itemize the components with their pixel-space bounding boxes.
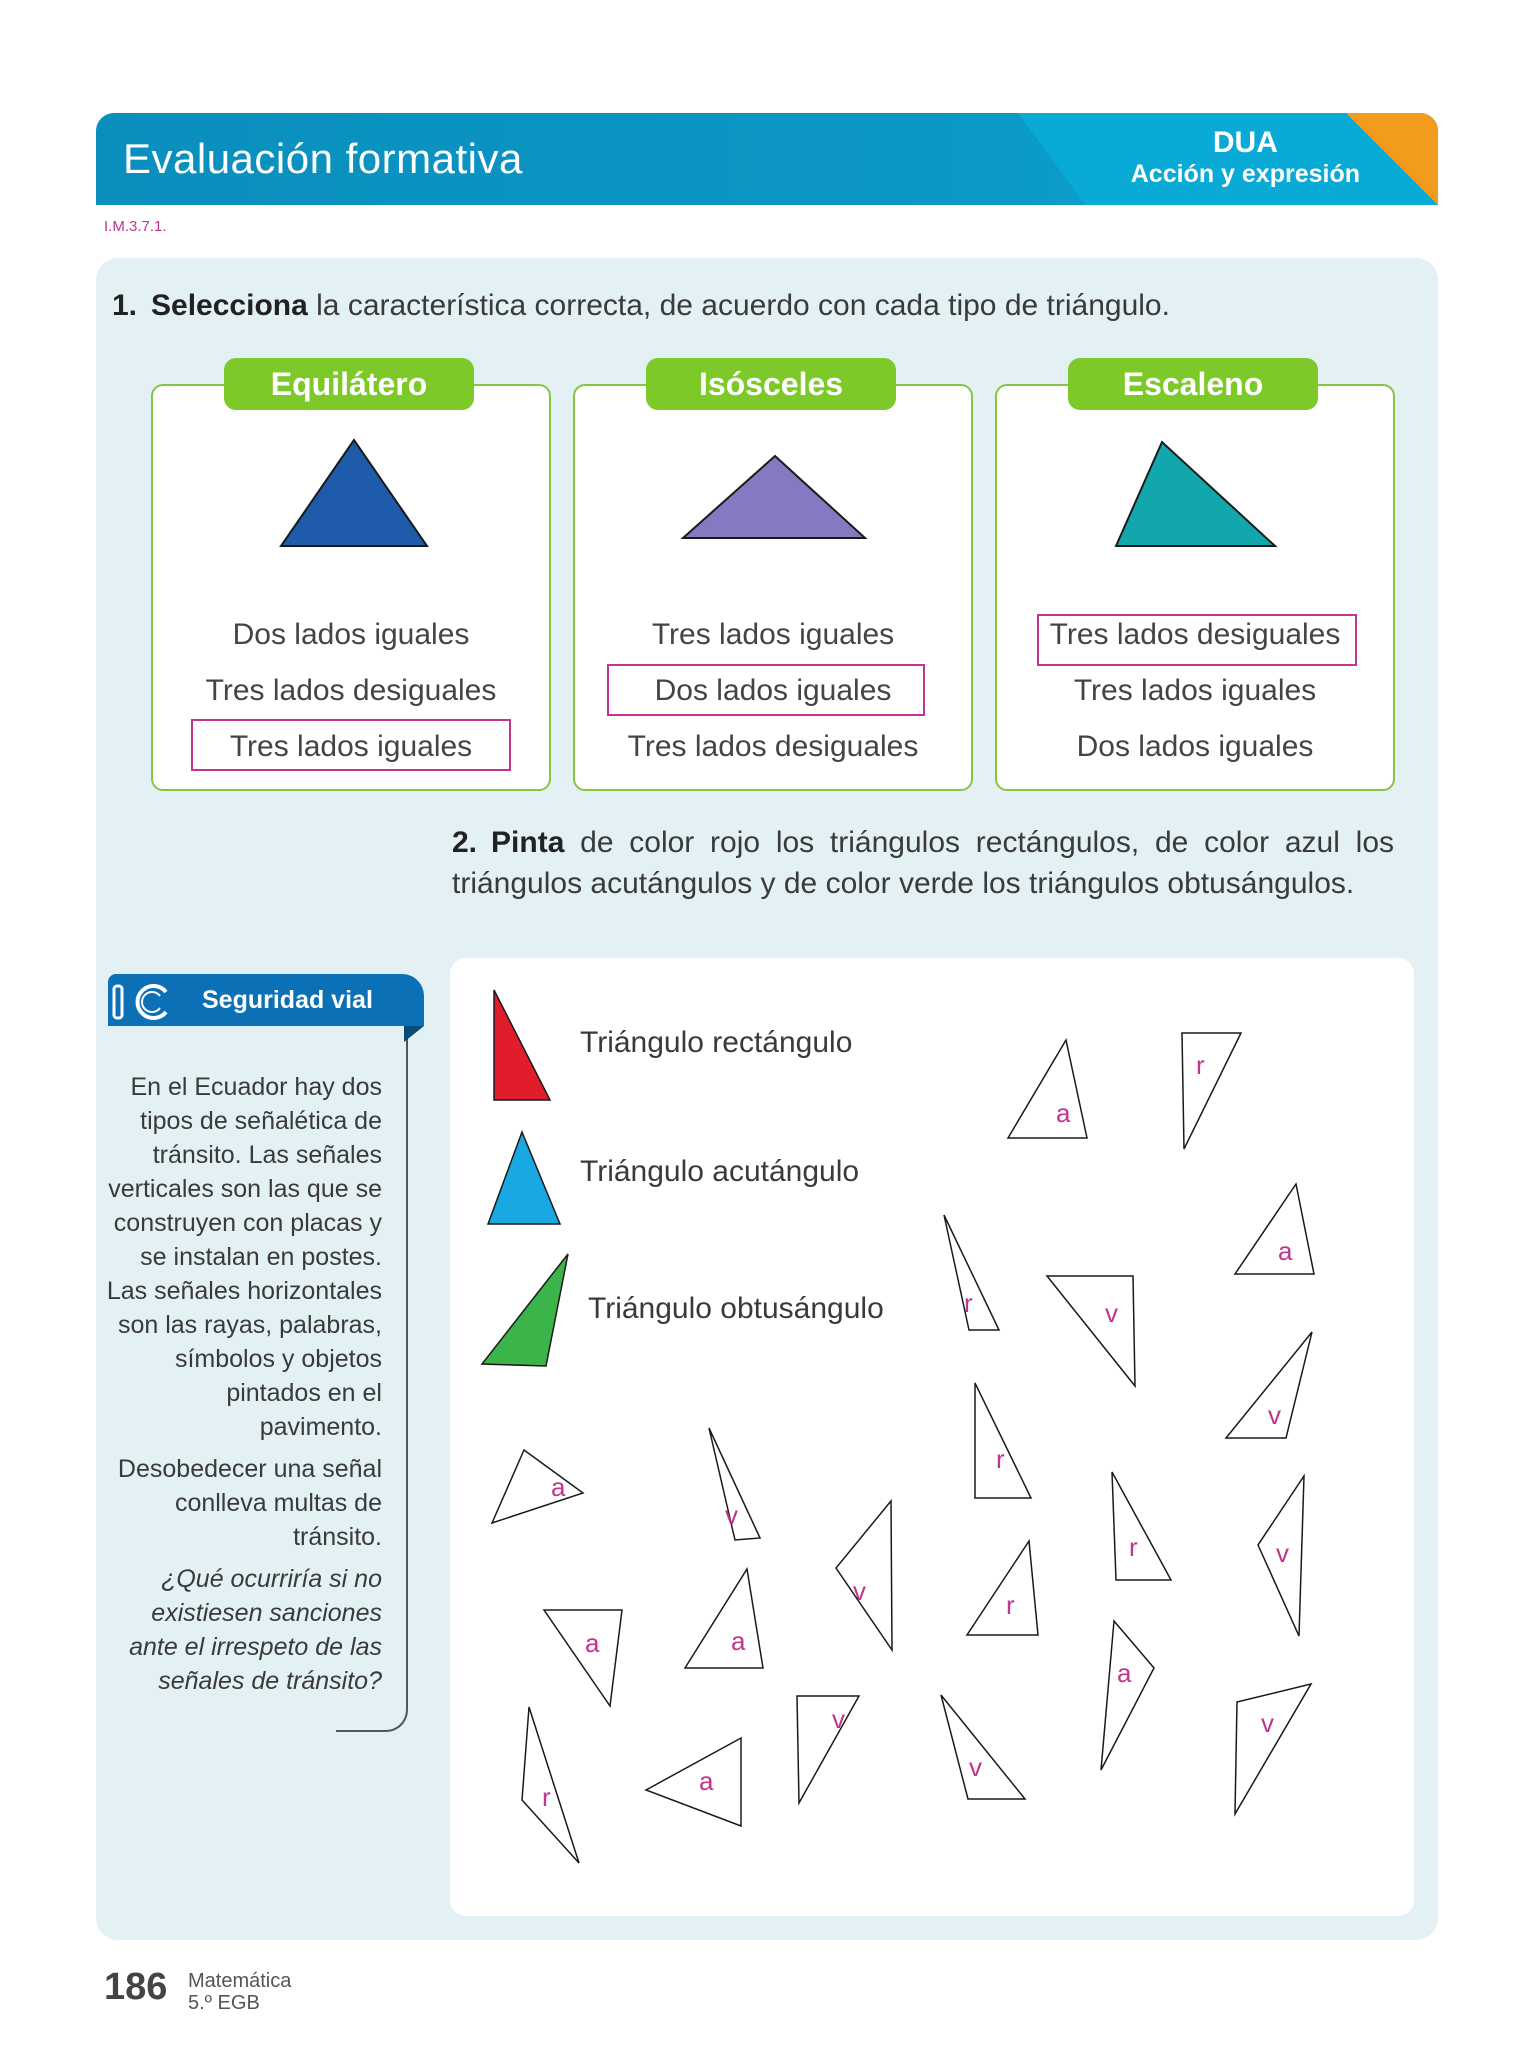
sidebar-paragraph-2: Desobedecer una señal conlleva multas de tránsito. [117, 1455, 382, 1551]
question-2-number: 2. [452, 826, 478, 859]
triangle-10[interactable] [1112, 1472, 1171, 1580]
question-2 [452, 822, 1394, 904]
question-2-verb: Pinta [491, 826, 565, 859]
legend-acutangulo-label: Triángulo acutángulo [580, 1155, 860, 1188]
card-isosceles [573, 384, 973, 791]
triangle-letter: v [1276, 1538, 1289, 1568]
card-isosceles-title: Isósceles [646, 358, 896, 410]
selection-box [1037, 614, 1357, 666]
card-equilatero-option-1[interactable]: Dos lados iguales [232, 618, 470, 651]
scalene-triangle-icon [997, 430, 1393, 580]
page-number: 186 [104, 1966, 168, 2008]
card-isosceles-option-3[interactable]: Tres lados desiguales [627, 730, 919, 763]
triangle-letter: r [964, 1288, 973, 1318]
question-2-text: de color rojo los triángulos rectángulos, de color azul los triángulos acutángulos y de color verde los triángulos obtusángulos. [452, 826, 1394, 900]
triangle-letter: a [731, 1626, 746, 1656]
triangle-16[interactable] [1101, 1621, 1154, 1770]
footer-subject-name: Matemática [188, 1970, 292, 1992]
triangle-letter: a [551, 1472, 566, 1502]
isosceles-triangle-icon [575, 430, 971, 580]
legend-obtusangulo-label: Triángulo obtusángulo [588, 1292, 884, 1325]
sidebar-fold [404, 1026, 424, 1042]
question-1-text: la característica correcta, de acuerdo con cada tipo de triángulo. [307, 289, 1170, 322]
card-equilatero [151, 384, 551, 791]
legend-rectangulo-label: Triángulo rectángulo [580, 1026, 853, 1059]
card-escaleno-option-3[interactable]: Dos lados iguales [1076, 730, 1314, 763]
triangle-3[interactable] [1235, 1184, 1314, 1274]
section-header [96, 113, 1438, 205]
triangle-letter: r [996, 1444, 1005, 1474]
ic-logo-icon [108, 982, 188, 1022]
triangle-letter: a [585, 1628, 600, 1658]
dua-badge [1131, 127, 1360, 189]
triangles-area [450, 958, 1414, 1916]
triangle-letter: v [1261, 1708, 1274, 1738]
triangle-18[interactable] [941, 1695, 1025, 1799]
triangle-7[interactable] [492, 1450, 583, 1523]
triangle-letter: a [1117, 1658, 1132, 1688]
triangle-9[interactable] [975, 1383, 1031, 1498]
triangle-letter: v [969, 1752, 982, 1782]
triangle-letter: r [1129, 1532, 1138, 1562]
indicator-code: I.M.3.7.1. [104, 218, 167, 235]
triangle-13[interactable] [967, 1541, 1038, 1635]
triangle-letter: r [542, 1782, 551, 1812]
question-1-verb: Selecciona [151, 289, 308, 322]
legend-blue-triangle-icon [488, 1132, 560, 1224]
card-equilatero-option-2[interactable]: Tres lados desiguales [205, 674, 497, 707]
triangle-1[interactable] [1008, 1040, 1087, 1138]
equilateral-triangle-icon [153, 430, 549, 580]
card-equilatero-option-3[interactable]: Tres lados iguales [229, 730, 473, 763]
legend-red-triangle-icon [494, 990, 550, 1100]
triangle-17[interactable] [797, 1696, 859, 1803]
sidebar-title: Seguridad vial [202, 986, 373, 1014]
selection-box [607, 664, 925, 716]
card-escaleno-option-2[interactable]: Tres lados iguales [1073, 674, 1317, 707]
card-isosceles-option-1[interactable]: Tres lados iguales [651, 618, 895, 651]
sidebar-paragraph-1: En el Ecuador hay dos tipos de señalética de tránsito. Las señales verticales son las que se construyen con placas y se instalan en postes. Las señales horizontales son las rayas, palabras, símbolos y objetos pintados en el pavimento. [106, 1073, 382, 1441]
triangle-letter: a [1278, 1236, 1293, 1266]
triangle-2[interactable] [1182, 1033, 1241, 1149]
triangle-21[interactable] [646, 1738, 741, 1826]
dua-subtitle: Acción y expresión [1130, 160, 1360, 188]
sidebar-text [100, 1070, 382, 1706]
dua-label: DUA [1212, 126, 1278, 159]
footer-grade: 5.º EGB [188, 1992, 260, 2014]
question-1 [112, 289, 1170, 323]
triangle-5[interactable] [1047, 1276, 1135, 1386]
triangle-letter: r [1196, 1050, 1205, 1080]
selection-box [191, 719, 511, 771]
page-title: Evaluación formativa [123, 135, 523, 182]
card-escaleno-option-1[interactable]: Tres lados desiguales [1049, 618, 1341, 651]
card-escaleno-title: Escaleno [1068, 358, 1318, 410]
triangle-letter: v [1268, 1400, 1281, 1430]
card-isosceles-option-2[interactable]: Dos lados iguales [654, 674, 892, 707]
question-1-number: 1. [112, 289, 138, 322]
triangle-14[interactable] [685, 1569, 763, 1668]
triangle-letters [542, 1050, 1293, 1812]
legend-green-triangle-icon [482, 1254, 568, 1366]
triangle-letter: a [699, 1766, 714, 1796]
triangle-letter: r [1006, 1590, 1015, 1620]
triangle-letter: v [832, 1704, 845, 1734]
sidebar-question: ¿Qué ocurriría si no existiesen sanciones ante el irrespeto de las señales de tránsito? [129, 1565, 382, 1695]
triangle-19[interactable] [1235, 1684, 1311, 1814]
triangle-15[interactable] [544, 1610, 622, 1706]
card-equilatero-title: Equilátero [224, 358, 474, 410]
triangle-letter: a [1056, 1098, 1071, 1128]
card-escaleno [995, 384, 1395, 791]
triangle-letter: v [1105, 1298, 1118, 1328]
footer-subject [188, 1970, 291, 2014]
triangle-letter: v [853, 1576, 866, 1606]
triangles-canvas [450, 958, 1414, 1916]
triangle-letter: v [725, 1500, 738, 1530]
